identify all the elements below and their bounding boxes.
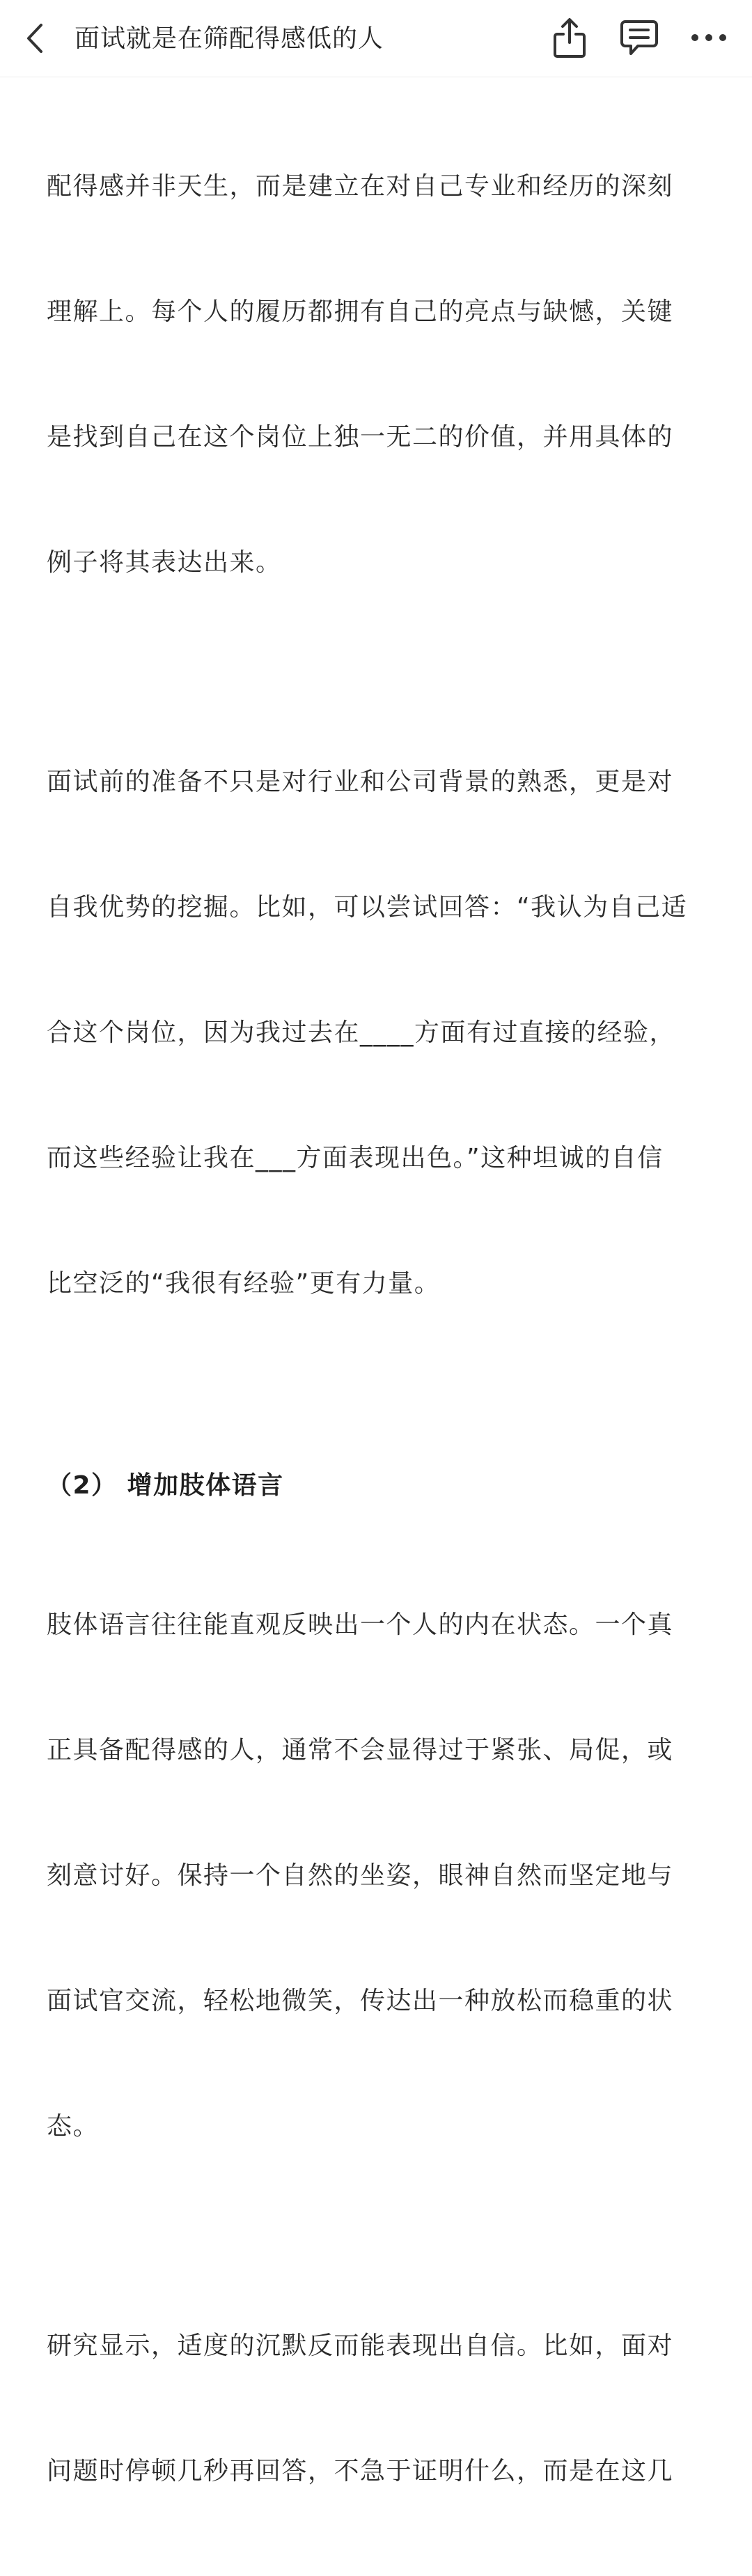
article-paragraph: [47, 1521, 705, 2231]
text-line: 研究显示，适度的沉默反而能表现出自信。比如，面对: [47, 2331, 674, 2360]
text-line: 比空泛的“我很有经验”更有力量。: [47, 1269, 441, 1298]
text-line: 面试前的准备不只是对行业和公司背景的熟悉，更是对: [47, 768, 674, 796]
share-button[interactable]: [547, 15, 592, 60]
text-line: 合这个岗位，因为我过去在____方面有过直接的经验，: [47, 1018, 676, 1047]
text-line: 例子将其表达出来。: [47, 548, 282, 577]
section-heading: （2） 增加肢体语言: [47, 1471, 284, 1500]
article-paragraph: [47, 2242, 705, 2576]
text-line: 正具备配得感的人，通常不会显得过于紧张、局促，或: [47, 1736, 674, 1764]
text-line: 问题时停顿几秒再回答，不急于证明什么，而是在这几: [47, 2457, 674, 2485]
more-horizontal-icon: [689, 31, 728, 45]
back-button[interactable]: [21, 21, 49, 56]
comment-icon: [618, 17, 660, 58]
text-line: 是找到自己在这个岗位上独一无二的价值，并用具体的: [47, 423, 674, 451]
share-icon: [551, 16, 588, 59]
chevron-left-icon: [24, 22, 45, 54]
text-line: 面试官交流，轻松地微笑，传达出一种放松而稳重的状: [47, 1987, 674, 2015]
more-options-button[interactable]: [687, 15, 731, 60]
article-body: [47, 78, 705, 2576]
text-line: 态。: [47, 2112, 100, 2141]
text-line: 理解上。每个人的履历都拥有自己的亮点与缺憾，关键: [47, 297, 674, 326]
top-navigation-bar: [0, 0, 752, 77]
article-paragraph: [47, 82, 705, 667]
text-line: 而这些经验让我在___方面表现出色。”这种坦诚的自信: [47, 1144, 664, 1172]
text-line: 刻意讨好。保持一个自然的坐姿，眼神自然而坚定地与: [47, 1861, 674, 1890]
page-title: 面试就是在筛配得感低的人: [75, 24, 384, 53]
text-line: 肢体语言往往能直观反映出一个人的内在状态。一个真: [47, 1611, 674, 1639]
article-paragraph: [47, 678, 705, 1388]
text-line: 自我优势的挖掘。比如，可以尝试回答：“我认为自己适: [47, 893, 688, 922]
comment-button[interactable]: [617, 15, 661, 60]
text-line: 配得感并非天生，而是建立在对自己专业和经历的深刻: [47, 172, 674, 201]
